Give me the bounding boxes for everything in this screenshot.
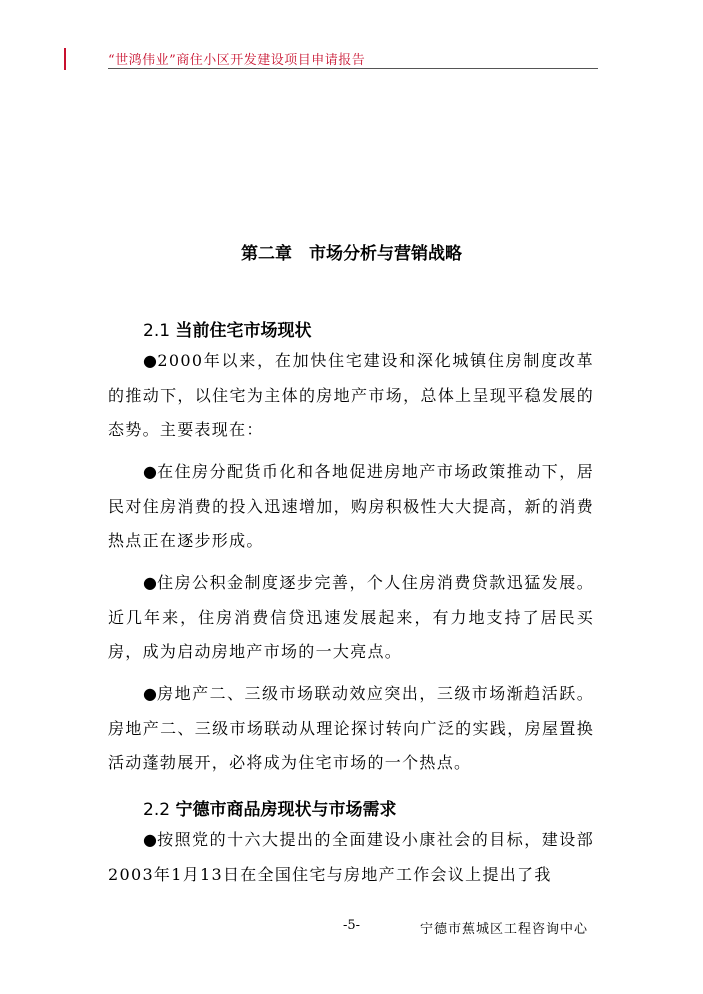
footer-organization: 宁德市蕉城区工程咨询中心 (420, 922, 589, 937)
paragraph (108, 677, 594, 781)
section-title: 当前住宅市场现状 (175, 321, 312, 341)
section-heading-2-2 (143, 795, 396, 820)
bullet-icon: ● (143, 830, 158, 849)
paragraph (108, 566, 594, 670)
section-title: 宁德市商品房现状与市场需求 (175, 800, 397, 820)
section-number: 2.2 (143, 800, 171, 820)
page-number: -5- (343, 918, 361, 933)
running-header-title: “世鸿伟业”商住小区开发建设项目申请报告 (108, 53, 366, 68)
paragraph-text: 住房公积金制度逐步完善，个人住房消费贷款迅猛发展。近几年来，住房消费信贷迅速发展起来，有力地支持了居民买房，成为启动房地产市场的一大亮点。 (108, 573, 594, 661)
section-heading-2-1 (143, 316, 311, 341)
header-divider (108, 68, 598, 69)
paragraph-text: 在住房分配货币化和各地促进房地产市场政策推动下，居民对住房消费的投入迅速增加，购房积极性大大提高，新的消费热点正在逐步形成。 (108, 462, 594, 550)
chapter-title: 第二章 市场分析与营销战略 (241, 244, 462, 264)
paragraph (108, 455, 594, 559)
paragraph (108, 823, 594, 892)
header-accent-bar (64, 48, 66, 70)
paragraph-text: 房地产二、三级市场联动效应突出，三级市场渐趋活跃。房地产二、三级市场联动从理论探讨转向广泛的实践，房屋置换活动蓬勃展开，必将成为住宅市场的一个热点。 (108, 684, 594, 772)
bullet-icon: ● (143, 573, 158, 592)
paragraph (108, 344, 594, 448)
bullet-icon: ● (143, 684, 158, 703)
paragraph-text: 按照党的十六大提出的全面建设小康社会的目标，建设部2003年1月13日在全国住宅与房地产工作会议上提出了我 (108, 830, 594, 884)
bullet-icon: ● (143, 462, 158, 481)
bullet-icon: ● (143, 351, 158, 370)
section-number: 2.1 (143, 321, 171, 341)
paragraph-text: 2000年以来，在加快住宅建设和深化城镇住房制度改革的推动下，以住宅为主体的房地产市场，总体上呈现平稳发展的态势。主要表现在： (108, 351, 594, 439)
